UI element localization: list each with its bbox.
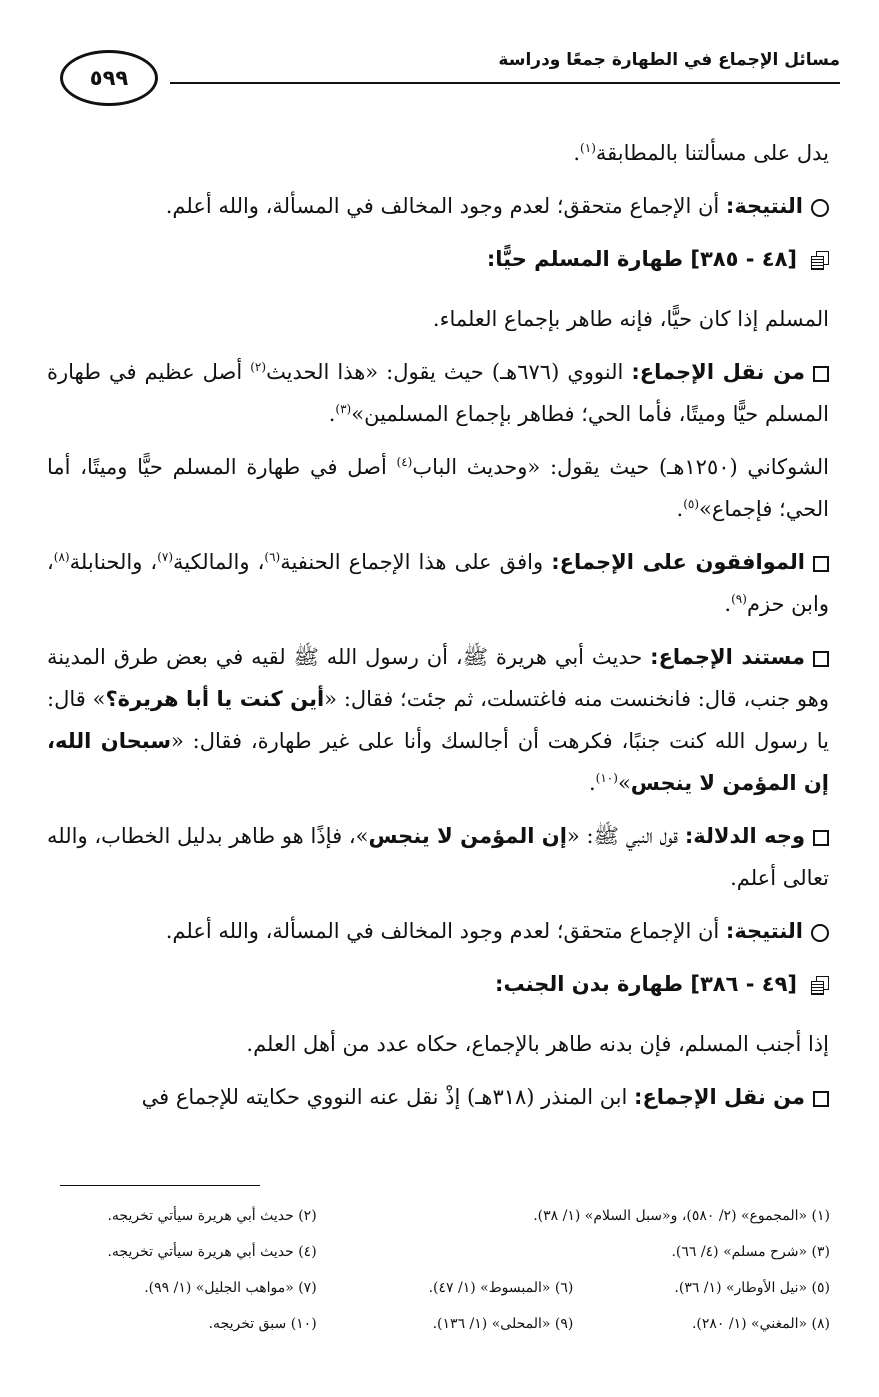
paragraph: [47, 446, 829, 530]
text: ، وابن حزم: [47, 550, 829, 616]
circle-bullet-icon: [811, 924, 829, 942]
naql-label: من نقل الإجماع:: [634, 1085, 805, 1109]
main-text: [47, 132, 829, 1129]
hadith-quote: سبحان الله، إن المؤمن لا ينجس: [47, 729, 829, 795]
text: إذا أجنب المسلم، فإن بدنه طاهر بالإجماع، حكاه عدد من أهل العلم.: [246, 1032, 829, 1056]
footnote-ref: (٣): [335, 402, 352, 416]
result-paragraph: [47, 185, 829, 227]
naql-label: من نقل الإجماع:: [631, 360, 805, 384]
naql-paragraph: [47, 351, 829, 435]
text: »: [617, 771, 631, 795]
text: النووي (٦٧٦هـ) حيث يقول: «هذا الحديث: [266, 360, 632, 384]
section-heading: [47, 963, 829, 1005]
naql-paragraph: [47, 1076, 829, 1118]
copy-icon: [811, 976, 829, 994]
footnote-ref: (٤): [396, 455, 413, 469]
text: المسلم إذا كان حيًّا، فإنه طاهر بإجماع العلماء.: [432, 307, 829, 331]
footnote: (١٠) سبق تخريجه.: [208, 1316, 317, 1332]
section-title: [٤٩ - ٣٨٦] طهارة بدن الجنب:: [495, 972, 797, 996]
result-label: النتيجة:: [725, 919, 803, 943]
footnote-ref: (١٠): [595, 771, 618, 785]
text: »، فإذًا هو طاهر بدليل الخطاب، والله تعالى أعلم.: [47, 824, 829, 890]
header-rule: [170, 82, 840, 84]
page-number: ٥٩٩: [60, 50, 158, 106]
footnote-ref: (٩): [731, 592, 747, 606]
paragraph: [47, 1023, 829, 1065]
text: قول النبي ﷺ: «: [566, 824, 685, 848]
paragraph: [47, 298, 829, 340]
footnote: (١) «المجموع» (٢/ ٥٨٠)، و«سبل السلام» (١/ ٣٨).: [533, 1208, 830, 1224]
text: .: [588, 771, 596, 795]
text: أن الإجماع متحقق؛ لعدم وجود المخالف في المسألة، والله أعلم.: [165, 919, 726, 943]
square-bullet-icon: [813, 830, 829, 846]
square-bullet-icon: [813, 366, 829, 382]
text: أصل عظيم في طهارة المسلم حيًّا وميتًا، فأما الحي؛ فطاهر بإجماع المسلمين»: [47, 360, 829, 426]
footnote-ref: (٦): [264, 550, 281, 564]
text: وافق على هذا الإجماع الحنفية: [280, 550, 552, 574]
footnotes: [60, 1198, 830, 1342]
footnote: (٥) «نيل الأوطار» (١/ ٣٦).: [674, 1280, 830, 1296]
wajh-paragraph: [47, 815, 829, 899]
text: أصل في طهارة المسلم حيًّا وميتًا، أما الحي؛ فإجماع»: [47, 455, 829, 521]
text: ، والمالكية: [173, 550, 265, 574]
hadith-quote: إن المؤمن لا ينجس: [368, 824, 567, 848]
footnote: (٩) «المحلى» (١/ ١٣٦).: [432, 1316, 574, 1332]
wajh-label: وجه الدلالة:: [684, 824, 806, 848]
footnote-rule: [60, 1185, 260, 1186]
text: ابن المنذر (٣١٨هـ) إذْ نقل عنه النووي حكايته للإجماع في: [141, 1085, 635, 1109]
footnote: (٦) «المبسوط» (١/ ٤٧).: [428, 1280, 574, 1296]
text: يدل على مسألتنا بالمطابقة: [595, 141, 829, 165]
paragraph: [47, 132, 829, 174]
hadith-quote: أين كنت يا أبا هريرة؟: [105, 687, 325, 711]
circle-bullet-icon: [811, 199, 829, 217]
text: أن الإجماع متحقق؛ لعدم وجود المخالف في المسألة، والله أعلم.: [165, 194, 726, 218]
square-bullet-icon: [813, 556, 829, 572]
footnote-ref: (٢): [250, 360, 267, 374]
square-bullet-icon: [813, 1091, 829, 1107]
mustanad-paragraph: [47, 636, 829, 804]
text: .: [573, 141, 581, 165]
footnote: (٢) حديث أبي هريرة سيأتي تخريجه.: [107, 1208, 317, 1224]
text: .: [724, 592, 732, 616]
footnote: (٧) «مواهب الجليل» (١/ ٩٩).: [144, 1280, 317, 1296]
square-bullet-icon: [813, 651, 829, 667]
running-title: مسائل الإجماع في الطهارة جمعًا ودراسة: [498, 50, 840, 70]
footnote: (٣) «شرح مسلم» (٤/ ٦٦).: [671, 1244, 830, 1260]
page-header: [60, 40, 840, 120]
text: حديث أبي هريرة ﷺ، أن رسول الله ﷺ لقيه في بعض طرق المدينة وهو جنب، قال: فانخنست منه فاغتسلت، ثم جئت؛ فقال: «: [47, 645, 829, 711]
muwafiqun-paragraph: [47, 541, 829, 625]
footnote-ref: (٧): [157, 550, 174, 564]
copy-icon: [811, 251, 829, 269]
footnote: (٨) «المغني» (١/ ٢٨٠).: [691, 1316, 830, 1332]
text: ، والحنابلة: [69, 550, 158, 574]
text: .: [676, 497, 684, 521]
result-label: النتيجة:: [725, 194, 803, 218]
footnote-ref: (٥): [683, 497, 700, 511]
text: .: [328, 402, 336, 426]
result-paragraph: [47, 910, 829, 952]
footnote-ref: (٨): [53, 550, 70, 564]
text: الشوكاني (١٢٥٠هـ) حيث يقول: «وحديث الباب: [412, 455, 829, 479]
mustanad-label: مستند الإجماع:: [650, 645, 805, 669]
muwafiqun-label: الموافقون على الإجماع:: [551, 550, 805, 574]
footnote: (٤) حديث أبي هريرة سيأتي تخريجه.: [107, 1244, 317, 1260]
section-heading: [47, 238, 829, 280]
footnote-ref: (١): [580, 141, 596, 155]
text: » قال: يا رسول الله كنت جنبًا، فكرهت أن أجالسك وأنا على غير طهارة، فقال: «: [47, 687, 829, 753]
section-title: [٤٨ - ٣٨٥] طهارة المسلم حيًّا:: [486, 247, 797, 271]
